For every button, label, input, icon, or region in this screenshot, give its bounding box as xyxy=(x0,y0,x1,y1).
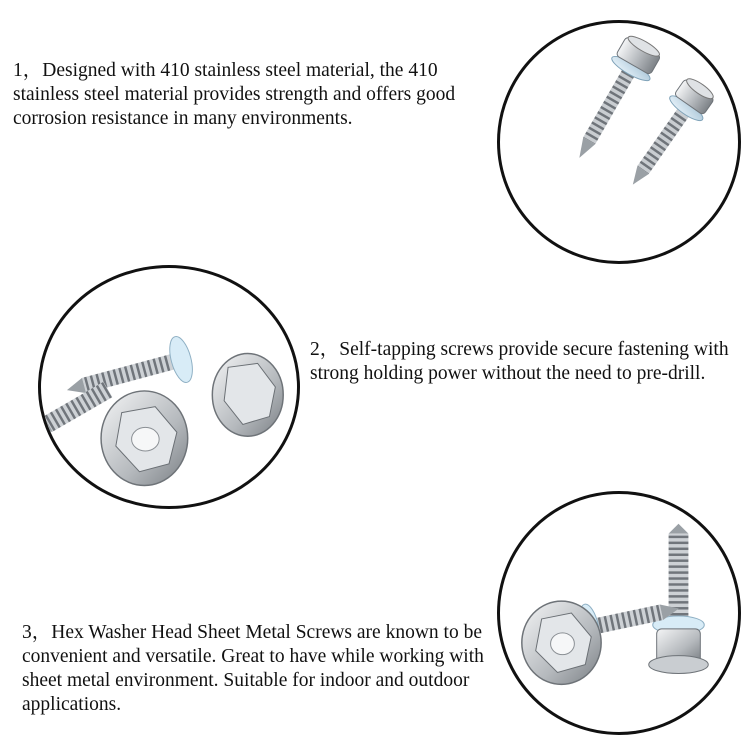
lying-screw-head xyxy=(522,601,601,684)
feature-3-text: 3，Hex Washer Head Sheet Metal Screws are known to be convenient and versatile. Great to have while working with sheet metal environment. Suitable for indoor and outdoor applications. xyxy=(22,622,484,715)
standing-screw xyxy=(649,524,709,674)
screw-photo-circle-2 xyxy=(38,265,300,509)
hex-head-left xyxy=(101,391,188,486)
screw-pair-illustration-3 xyxy=(500,494,738,732)
screw-photo-circle-1 xyxy=(497,20,741,264)
feature-1-text: 1，Designed with 410 stainless steel material, the 410 stainless steel material provides strength and offers good corrosion resistance in many environments. xyxy=(13,60,456,129)
screw-pair-illustration-1 xyxy=(500,23,738,261)
screw-pair-illustration-2 xyxy=(41,268,297,506)
feature-2-text: 2，Self-tapping screws provide secure fastening with strong holding power without the need to pre-drill. xyxy=(310,339,729,384)
hex-head-right xyxy=(212,354,283,437)
screw-photo-circle-3 xyxy=(497,491,741,735)
